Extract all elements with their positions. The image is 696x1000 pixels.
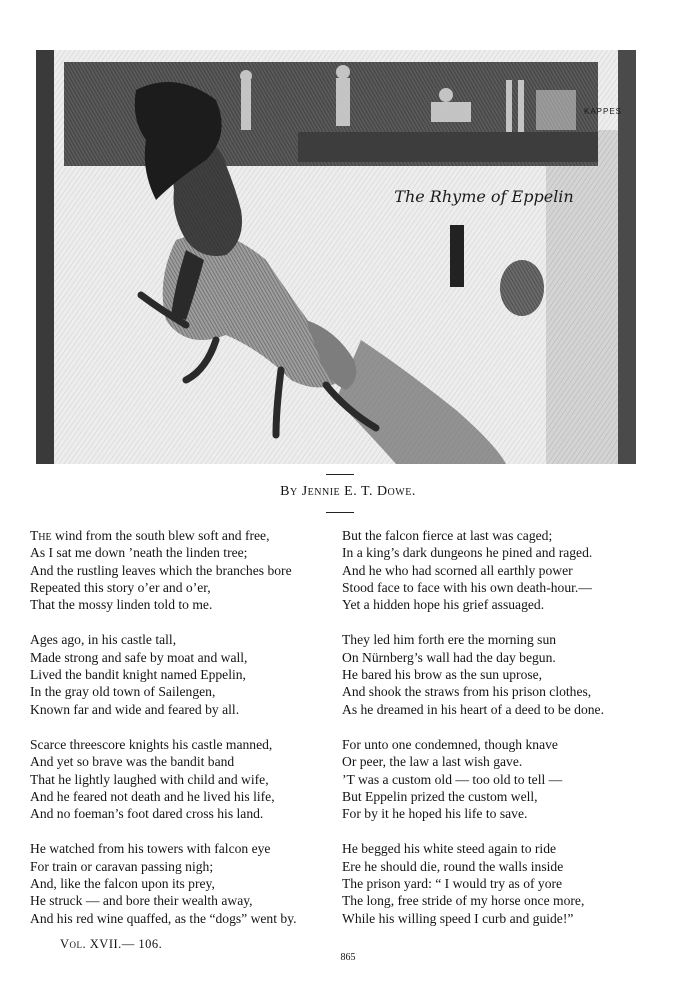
poem-line: For unto one condemned, though knave (342, 736, 558, 752)
poem-line-text: wind from the south blew soft and free, (51, 528, 270, 543)
poem-line: And he feared not death and he lived his life, (30, 788, 275, 804)
poem-line: And, like the falcon upon its prey, (30, 876, 215, 892)
poem-line: Scarce threescore knights his castle manned, (30, 736, 273, 752)
poem-line: On Nürnberg’s wall had the day begun. (342, 649, 556, 665)
poem-line: Lived the bandit knight named Eppelin, (30, 667, 246, 683)
poem-line: And the rustling leaves which the branches bore (30, 562, 292, 578)
poem-line: That he lightly laughed with child and wife, (30, 771, 269, 787)
poem-line: And yet so brave was the bandit band (30, 754, 235, 770)
artist-signature: KAPPES (584, 107, 623, 116)
poem-line: The prison yard: “ I would try as of yore (342, 876, 563, 892)
stanza (30, 527, 340, 613)
stanza (342, 840, 672, 926)
stanza (342, 631, 672, 717)
poem-column-right (342, 527, 672, 945)
poem-line: Known far and wide and feared by all. (30, 701, 240, 717)
poem-line: The long, free stride of my horse once more, (342, 893, 585, 909)
poem-line: And no foeman’s foot dared cross his land. (30, 806, 264, 822)
poem-line: In the gray old town of Sailengen, (30, 684, 216, 700)
poem-line: And his red wine quaffed, as the “dogs” went by. (30, 910, 297, 926)
poem-line: But Eppelin prized the custom well, (342, 788, 538, 804)
stanza (342, 736, 672, 822)
poem-line: He begged his white steed again to ride (342, 841, 557, 857)
poem-line: And he who had scorned all earthly power (342, 562, 573, 578)
divider-rule-top (326, 474, 354, 475)
poem-line: Stood face to face with his own death-hour.— (342, 579, 592, 595)
poem-line: He watched from his towers with falcon eye (30, 841, 271, 857)
poem-line: Repeated this story o’er and o’er, (30, 579, 211, 595)
page-number: 865 (340, 952, 356, 963)
illustration-title-banner: The Rhyme of Eppelin (394, 187, 574, 206)
poem-line: As he dreamed in his heart of a deed to be done. (342, 701, 604, 717)
poem-line: Or peer, the law a last wish gave. (342, 754, 523, 770)
stanza (30, 631, 340, 717)
stanza (342, 527, 672, 613)
poem-line: ’T was a custom old — too old to tell — (342, 771, 563, 787)
poem-line: He bared his brow as the sun uprose, (342, 667, 543, 683)
poem-line: In a king’s dark dungeons he pined and raged. (342, 545, 593, 561)
poem-line: But the falcon fierce at last was caged; (342, 528, 553, 543)
poem-line: They led him forth ere the morning sun (342, 632, 557, 648)
title-illustration (36, 50, 636, 464)
poem-line (30, 527, 340, 544)
poem-line: Ages ago, in his castle tall, (30, 632, 177, 648)
poem-line: For train or caravan passing nigh; (30, 858, 214, 874)
divider-rule-bottom (326, 512, 354, 513)
poem-column-left (30, 527, 340, 945)
poem-line: That the mossy linden told to me. (30, 597, 213, 613)
poem-line: Made strong and safe by moat and wall, (30, 649, 248, 665)
poem-line: Ere he should die, round the walls inside (342, 858, 564, 874)
poem-line: For by it he hoped his life to save. (342, 806, 528, 822)
poem-line: Yet a hidden hope his grief assuaged. (342, 597, 545, 613)
volume-marker: Vol. XVII.— 106. (60, 937, 163, 951)
poem-line: He struck — and bore their wealth away, (30, 893, 253, 909)
byline: By Jennie E. T. Dowe. (280, 484, 416, 499)
poem-line: And shook the straws from his prison clothes, (342, 684, 592, 700)
poem-line: While his willing speed I curb and guide!” (342, 910, 574, 926)
first-word: The (30, 528, 52, 543)
poem-line: As I sat me down ’neath the linden tree; (30, 545, 248, 561)
stanza (30, 736, 340, 822)
horse-rider-engraving (36, 50, 636, 464)
stanza (30, 840, 340, 926)
